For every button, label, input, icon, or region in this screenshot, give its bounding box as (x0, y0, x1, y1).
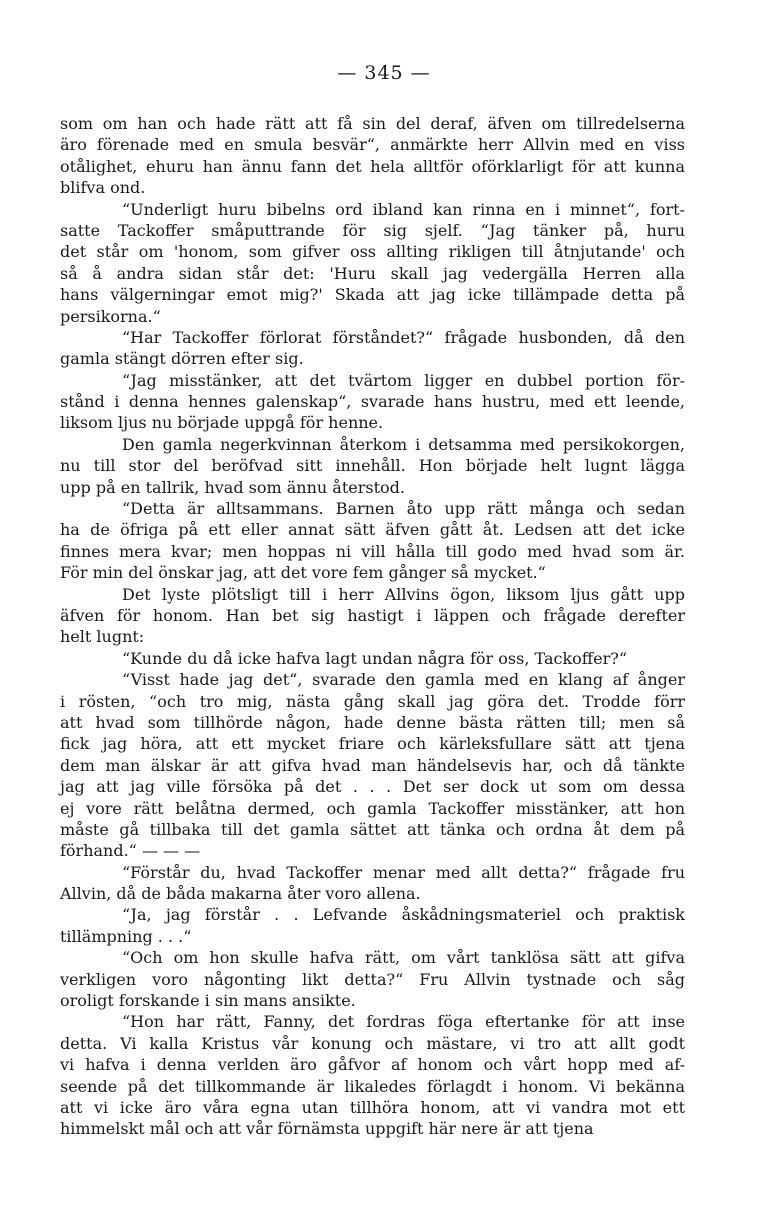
text-line: ej vore rätt belåtna dermed, och gamla Tackoffer misstänker, att hon (60, 798, 685, 818)
text-line: hans välgerningar emot mig?' Skada att jag icke tillämpade detta på (60, 285, 685, 305)
text-line: blifva ond. (60, 178, 146, 198)
text-line: gamla stängt dörren efter sig. (60, 349, 304, 369)
text-line: “Hon har rätt, Fanny, det fordras föga eftertanke för att inse (122, 1012, 685, 1032)
paragraph (60, 669, 685, 862)
paragraph (60, 1011, 685, 1139)
text-line: finnes mera kvar; men hoppas ni vill hålla till godo med hvad som är. (60, 541, 685, 561)
paragraph (60, 904, 685, 947)
text-line: “Jag misstänker, att det tvärtom ligger en dubbel portion för- (122, 370, 685, 390)
text-line: helt lugnt: (60, 627, 145, 647)
text-line: “Har Tackoffer förlorat förståndet?“ frågade husbonden, då den (122, 327, 685, 347)
text-line: så å andra sidan står det: 'Huru skall jag vedergälla Herren alla (60, 263, 685, 283)
text-line: “Underligt huru bibelns ord ibland kan rinna en i minnet“, fort- (122, 199, 685, 219)
text-line: Det lyste plötsligt till i herr Allvins ögon, liksom ljus gått upp (122, 584, 685, 604)
paragraph (60, 113, 685, 199)
text-line: förhand.“ — — — (60, 841, 201, 861)
text-line: persikorna.“ (60, 306, 161, 326)
paragraph (60, 327, 685, 370)
paragraph (60, 862, 685, 905)
text-line: att vi icke äro våra egna utan tillhöra honom, att vi vandra mot ett (60, 1097, 685, 1117)
text-line: satte Tackoffer småputtrande för sig sjelf. “Jag tänker på, huru (60, 220, 685, 240)
text-line: äfven för honom. Han bet sig hastigt i läppen och frågade derefter (60, 605, 685, 625)
text-line: “Och om hon skulle hafva rätt, om vårt tanklösa sätt att gifva (122, 948, 685, 968)
text-line: “Förstår du, hvad Tackoffer menar med allt detta?“ frågade fru (122, 862, 685, 882)
text-line: nu till stor del beröfvad sitt innehåll. Hon började helt lugnt lägga (60, 456, 685, 476)
text-line: För min del önskar jag, att det vore fem gånger så mycket.“ (60, 563, 546, 583)
text-line: Den gamla negerkvinnan återkom i detsamma med persikokorgen, (122, 434, 685, 454)
text-line: “Ja, jag förstår . . Lefvande åskådningsmateriel och praktisk (122, 905, 685, 925)
text-line: i rösten, “och tro mig, nästa gång skall jag göra det. Trodde förr (60, 691, 685, 711)
text-line: himmelskt mål och att vår förnämsta uppgift här nere är att tjena (60, 1119, 594, 1139)
paragraph (60, 648, 685, 669)
page-number: — 345 — (337, 62, 431, 84)
text-line: verkligen voro någonting likt detta?“ Fru Allvin tystnade och såg (60, 969, 685, 989)
text-line: otålighet, ehuru han ännu fann det hela alltför oförklarligt för att kunna (60, 156, 685, 176)
paragraph (60, 947, 685, 1011)
text-line: som om han och hade rätt att få sin del deraf, äfven om tillredelserna (60, 114, 685, 133)
text-line: det står om 'honom, som gifver oss allting rikligen till åtnjutande' och (60, 242, 685, 262)
body-text (60, 113, 685, 1140)
text-line: jag att jag ville försöka på det . . . Det ser dock ut som om dessa (60, 777, 685, 797)
text-line: måste gå tillbaka till det gamla sättet att tänka och ordna åt dem på (60, 819, 685, 839)
text-line: äro förenade med en smula besvär“, anmärkte herr Allvin med en viss (60, 135, 685, 155)
paragraph (60, 199, 685, 327)
paragraph (60, 584, 685, 648)
text-line: upp på en tallrik, hvad som ännu återstod. (60, 477, 405, 497)
text-line: “Visst hade jag det“, svarade den gamla med en klang af ånger (122, 670, 685, 690)
text-line: dem man älskar är att gifva hvad man händelsevis har, och då tänkte (60, 755, 685, 775)
paragraph (60, 434, 685, 498)
text-line: stånd i denna hennes galenskap“, svarade hans hustru, med ett leende, (60, 392, 685, 412)
text-line: fick jag höra, att ett mycket friare och kärleksfullare sätt att tjena (60, 734, 685, 754)
text-line: detta. Vi kalla Kristus vår konung och mästare, vi tro att allt godt (60, 1033, 685, 1053)
text-line: “Kunde du då icke hafva lagt undan några för oss, Tackoffer?“ (122, 648, 628, 668)
paragraph (60, 498, 685, 584)
paragraph (60, 370, 685, 434)
text-line: oroligt forskande i sin mans ansikte. (60, 991, 356, 1011)
text-line: liksom ljus nu började uppgå för henne. (60, 413, 384, 433)
text-line: Allvin, då de båda makarna åter voro allena. (60, 884, 421, 904)
text-line: att hvad som tillhörde någon, hade denne bästa rätten till; men så (60, 712, 685, 732)
text-line: “Detta är alltsammans. Barnen åto upp rätt många och sedan (122, 499, 685, 519)
text-line: seende på det tillkommande är likaledes förlagdt i honom. Vi bekänna (60, 1076, 685, 1096)
text-line: vi hafva i denna verlden äro gåfvor af honom och vårt hopp med af- (60, 1055, 685, 1075)
text-line: tillämpning . . .“ (60, 926, 192, 946)
text-line: ha de öfriga på ett eller annat sätt äfven gått åt. Ledsen att det icke (60, 520, 685, 540)
